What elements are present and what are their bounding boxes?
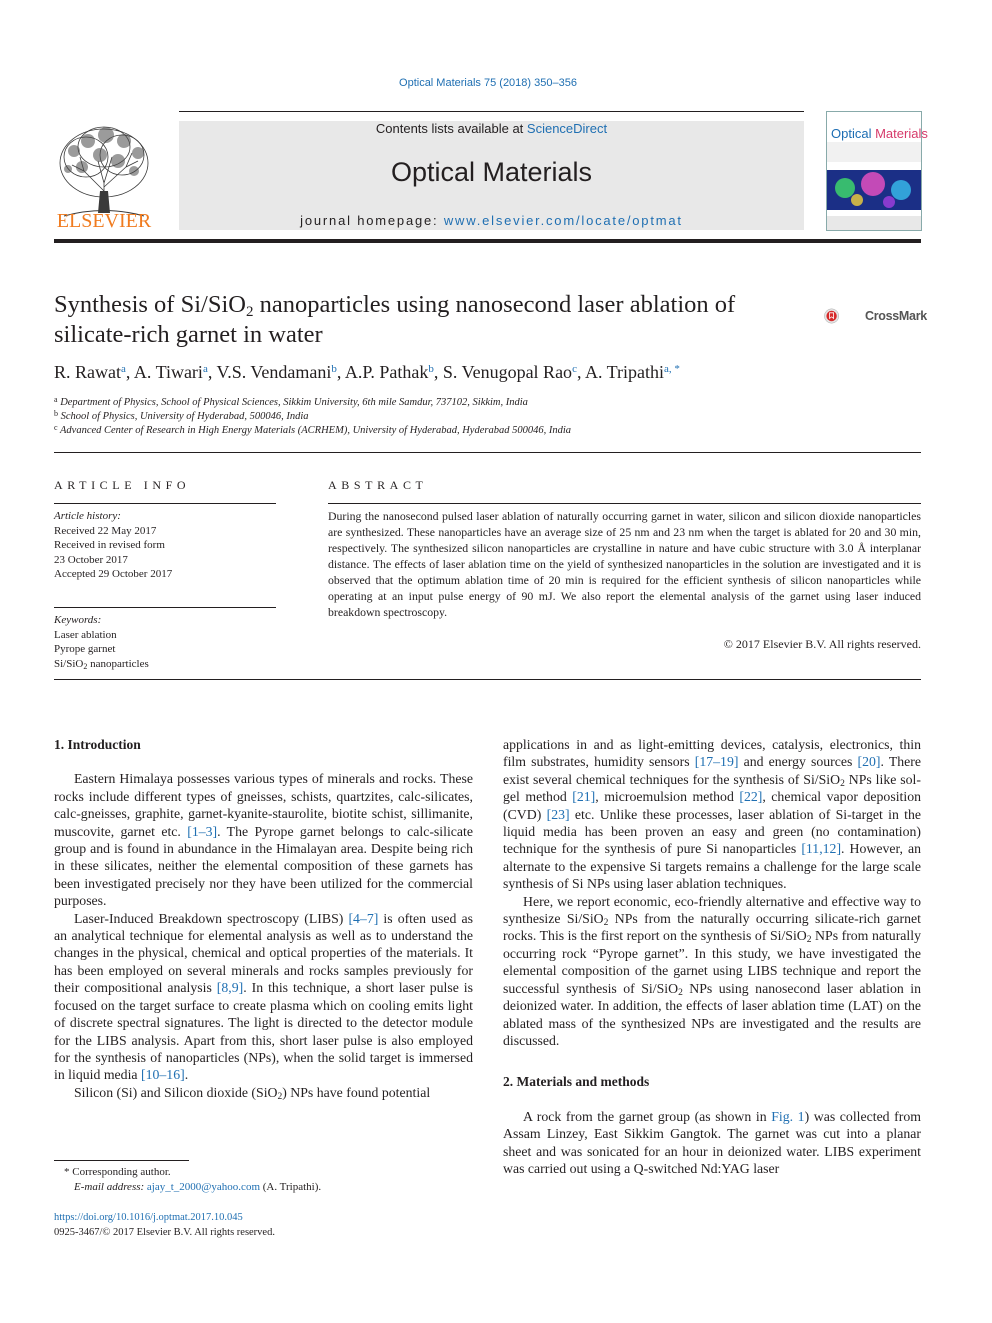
reference-link[interactable]: [21]	[572, 789, 596, 805]
reference-link[interactable]: [11,12]	[801, 841, 842, 857]
cover-title: Optical Materials	[831, 126, 928, 141]
body-left-column	[54, 736, 473, 1101]
footnote-rule	[54, 1160, 189, 1161]
abstract-text: During the nanosecond pulsed laser ablation of naturally occurring garnet in water, silicon and silicon dioxide nanoparticles are synthesized. These nanoparticles have an average size of 25 nm and 23 nm when the target is ablated for 20 and 30 min, respectively. The synthesized silicon nanoparticles are crystalline in nature and have cubic structure with 3.0 Å interplanar distance. The effects of laser ablation time on the yield of synthesized nanoparticles in the solution are investigated and it is observed that the optimum ablation time of 20 min is required for the efficient synthesis of silicon nanoparticles while operating at an input pulse energy of 90 mJ. We also report the elemental analysis of the garnet using laser induced breakdown spectroscopy.	[328, 509, 921, 619]
contents-prefix: Contents lists available at	[375, 121, 527, 136]
abstract-copyright: © 2017 Elsevier B.V. All rights reserved.	[723, 637, 921, 651]
abstract-heading: ABSTRACT	[328, 478, 428, 492]
reference-link[interactable]: [4–7]	[348, 910, 379, 926]
author[interactable]: A. Tripathi	[584, 362, 664, 382]
paragraph: Silicon (Si) and Silicon dioxide (SiO$_2$) NPs have found potential	[74, 1084, 431, 1102]
reference-link[interactable]: [20]	[857, 754, 881, 770]
affiliation-rule	[54, 452, 921, 453]
section-heading-introduction: 1. Introduction	[54, 737, 141, 752]
doi-link[interactable]: https://doi.org/10.1016/j.optmat.2017.10.045	[54, 1212, 243, 1223]
journal-citation-link[interactable]: Optical Materials 75 (2018) 350–356	[399, 77, 577, 89]
contents-line	[179, 121, 804, 136]
article-title: Synthesis of Si/SiO$_2$ nanoparticles using nanosecond laser ablation of silicate-rich garnet in water	[54, 291, 736, 348]
keywords: Keywords: Laser ablation Pyrope garnet Si/SiO$_2$ nanoparticles	[54, 614, 149, 671]
reference-link[interactable]: [23]	[546, 806, 570, 822]
issn-line: 0925-3467/© 2017 Elsevier B.V. All rights reserved.	[54, 1227, 275, 1238]
sciencedirect-link[interactable]: ScienceDirect	[526, 121, 608, 136]
body-right-column	[503, 736, 921, 1177]
journal-name: Optical Materials	[390, 157, 593, 187]
crossmark-icon[interactable]	[824, 297, 864, 335]
paragraph: A rock from the garnet group (as shown in Fig. 1) was collected from Assam Linzey, East Sikkim Gangtok. The garnet was cut into a planar sheet and was sonicated for an hour in deionized water. LIBS experiment was carried out using a Q-switched Nd:YAG laser	[503, 1108, 921, 1176]
journal-cover-thumbnail[interactable]	[826, 111, 928, 231]
reference-link[interactable]: [1–3]	[187, 823, 218, 839]
affiliation: $^a$ Department of Physics, School of Physical Sciences, Sikkim University, 6th mile Samdur, 737102, Sikkim, India	[54, 395, 528, 408]
journal-header-band	[179, 121, 804, 230]
author[interactable]: S. Venugopal Rao	[442, 362, 573, 382]
elsevier-wordmark: ELSEVIER	[56, 210, 152, 232]
journal-homepage-line	[179, 213, 804, 228]
reference-link[interactable]: [17–19]	[694, 754, 739, 770]
keyword: Laser ablation	[54, 628, 117, 641]
abstract-bottom-rule	[54, 679, 921, 680]
paragraph: Laser-Induced Breakdown spectroscopy (LIBS) [4–7] is often used as an analytical technique for elemental analysis as well as to understand the changes in the physical, chemical and optical properties of the materials. It has been employed on several minerals and rocks samples previously for their compositional analysis [8,9]. In this technique, a short laser pulse is focused on the target surface to create plasma which on cooling emits light of discrete spectral signatures. The light is directed to the detector module for the LIBS analysis. Apart from this, short laser pulse is also employed for the synthesis of nanoparticles (NPs), when the solid target is immersed in liquid media [10–16].	[54, 910, 473, 1083]
section-heading-materials-methods: 2. Materials and methods	[503, 1074, 650, 1090]
article-info-rule	[54, 503, 276, 504]
reference-link[interactable]: [22]	[739, 789, 763, 805]
author[interactable]: R. Rawat	[54, 362, 121, 382]
author[interactable]: V.S. Vendamani	[216, 362, 332, 382]
header-bottom-rule	[54, 239, 921, 243]
article-identifiers	[54, 1210, 275, 1240]
homepage-link[interactable]: www.elsevier.com/locate/optmat	[443, 213, 683, 228]
article-history: Article history: Received 22 May 2017 Received in revised form 23 October 2017 Accepted 29 October 2017	[54, 510, 173, 580]
reference-link[interactable]: [8,9]	[216, 980, 244, 996]
reference-link[interactable]: [10–16]	[141, 1067, 185, 1083]
paragraph: applications in and as light-emitting devices, catalysis, electronics, thin film substrates, humidity sensors [17–19] and energy sources [20]. There exist several chemical techniques for the synthesis of Si/SiO$_2$ NPs like sol-gel method [21], microemulsion method [22], chemical vapor deposition (CVD) [23] etc. Unlike these processes, laser ablation of Si-target in the liquid media has been proven an easy and green (no contamination) technique for the synthesis of pure Si nanoparticles [11,12]. However, an alternate to the expensive Si targets remains a challenge for the large scale synthesis of Si NPs using laser ablation techniques.	[503, 737, 921, 892]
author-email-link[interactable]: ajay_t_2000@yahoo.com	[146, 1181, 260, 1193]
crossmark-label[interactable]: CrossMark	[865, 309, 927, 323]
affiliation: $^c$ Advanced Center of Research in High Energy Materials (ACRHEM), University of Hyderabad, Hyderabad 500046, India	[54, 423, 571, 436]
homepage-prefix: journal homepage:	[300, 213, 444, 228]
keyword: Si/SiO$_2$ nanoparticles	[54, 657, 149, 671]
abstract-rule	[328, 503, 921, 504]
paragraph: Eastern Himalaya possesses various types of minerals and rocks. These rocks include different types of gneisses, schists, quartzites, calc-silicates, calc-gneisses, graphite, garnet-kyanite-staurolite, biotite schist, sillimanite, muscovite, garnet etc. [1–3]. The Pyrope garnet belongs to calc-silicate group and is found in abundance in the Himalayan area. Despite being rich in these silicates, neither the elemental composition of these garnets has been investigated precisely nor they have been utilized for the commercial purposes.	[54, 771, 473, 909]
author-list: R. Rawat$^a$, A. Tiwari$^a$, V.S. Vendamani$^b$, A.P. Pathak$^b$, S. Venugopal Rao$^c$, A. Tripathi$^{a, *}$	[54, 362, 680, 382]
paragraph: Here, we report economic, eco-friendly alternative and effective way to synthesize Si/SiO$_2$ NPs from the naturally occurring silicate-rich garnet rocks. This is the first report on the synthesis of Si/SiO$_2$ NPs from naturally occurring rock “Pyrope garnet”. In this study, we have investigated the elemental composition of the garnet using LIBS technique and report the successful synthesis of Si/SiO$_2$ NPs using nanosecond laser ablation in deionized water. In addition, the effects of laser ablation time (LAT) on the ablated mass of the synthesized NPs are investigated and the results are discussed.	[503, 893, 921, 1048]
affiliation: $^b$ School of Physics, University of Hyderabad, 500046, India	[54, 409, 309, 422]
keyword: Pyrope garnet	[54, 643, 116, 655]
keywords-rule	[54, 607, 276, 608]
header-top-rule	[179, 111, 804, 112]
figure-link[interactable]: Fig. 1	[771, 1108, 805, 1124]
author[interactable]: A.P. Pathak	[344, 362, 429, 382]
author[interactable]: A. Tiwari	[133, 362, 203, 382]
article-info-heading: ARTICLE INFO	[54, 478, 191, 492]
footnote: * Corresponding author. E-mail address: ajay_t_2000@yahoo.com (A. Tripathi).	[64, 1166, 322, 1193]
